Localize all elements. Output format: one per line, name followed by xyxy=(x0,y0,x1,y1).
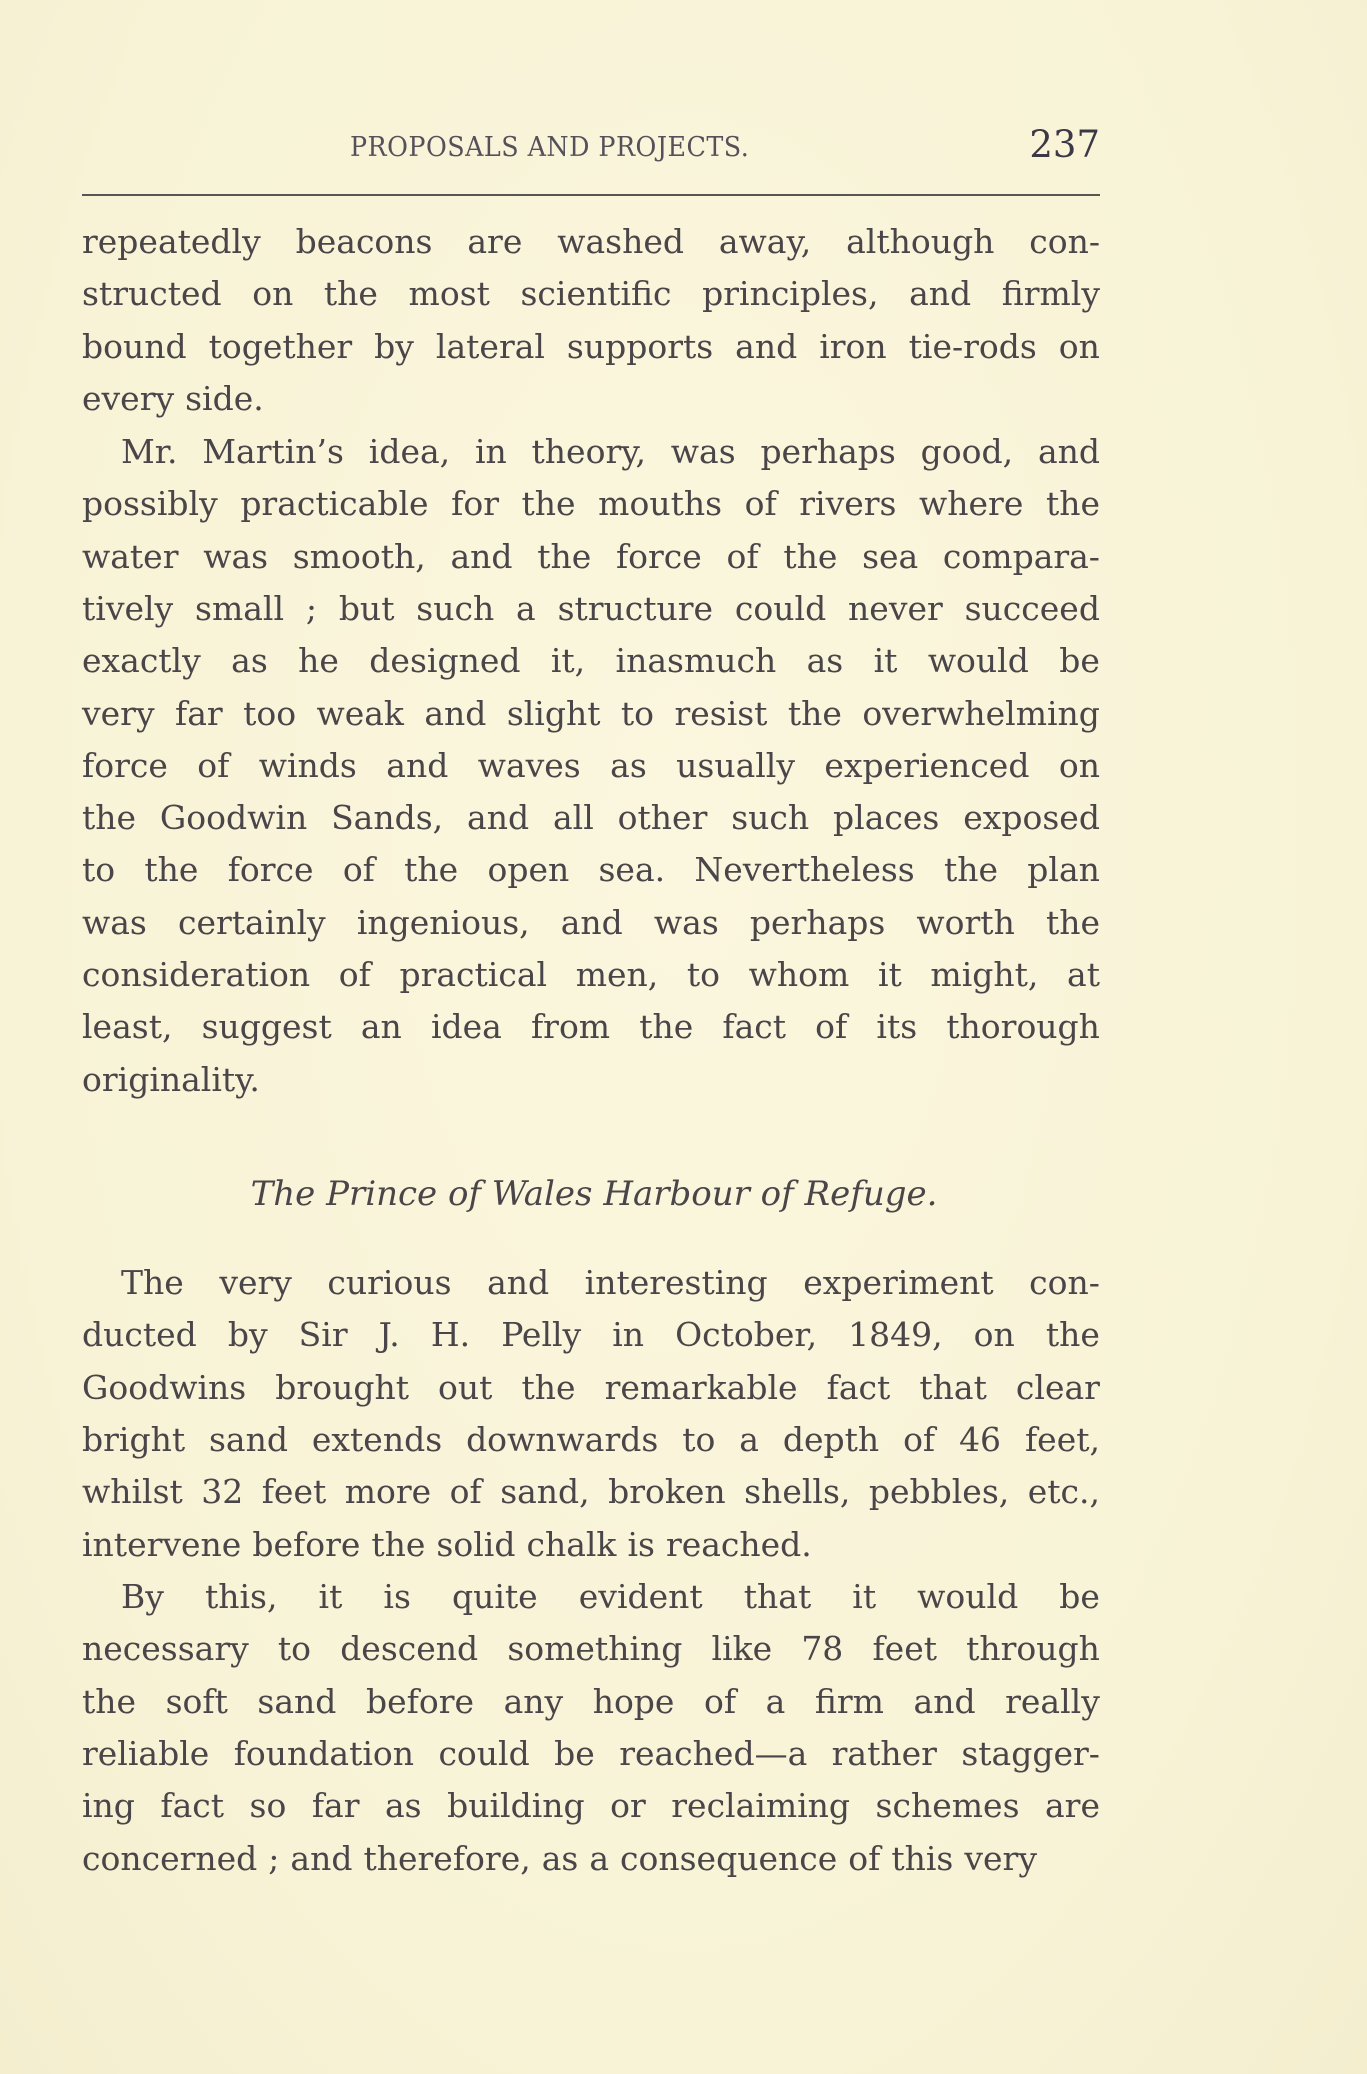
word: curious xyxy=(327,1263,452,1302)
text-line xyxy=(82,746,1100,786)
text-line xyxy=(82,955,1100,995)
word: bright xyxy=(82,1419,186,1459)
word: ; xyxy=(305,588,317,628)
text-line xyxy=(82,1007,1100,1047)
word: and xyxy=(487,1263,550,1302)
word: far xyxy=(175,693,223,733)
text-line xyxy=(82,1525,1100,1565)
word: Sands, xyxy=(331,798,444,838)
word: the xyxy=(943,850,999,890)
word: of xyxy=(815,1007,848,1047)
word: before xyxy=(365,1681,475,1721)
word: brought xyxy=(275,1367,409,1407)
word: tively xyxy=(82,588,174,628)
word: never xyxy=(848,588,943,628)
word: to xyxy=(620,693,655,733)
word: the xyxy=(82,798,137,838)
word: supports xyxy=(566,326,714,366)
word: winds xyxy=(258,745,357,785)
word: intervene xyxy=(82,1524,242,1564)
word: be xyxy=(554,1733,595,1773)
word: the xyxy=(323,274,378,314)
word: depth xyxy=(782,1419,880,1459)
word: far xyxy=(311,1786,360,1826)
text-line xyxy=(121,1263,1100,1303)
text-line xyxy=(82,798,1100,838)
word: to xyxy=(82,850,116,890)
word: was xyxy=(670,432,736,471)
word: con- xyxy=(1029,1263,1100,1302)
word: sand, xyxy=(500,1472,590,1512)
word: is xyxy=(627,1524,655,1564)
word: theory, xyxy=(531,432,646,471)
word: principles, xyxy=(702,274,879,314)
word: side. xyxy=(185,378,264,418)
word: necessary xyxy=(82,1629,249,1669)
text-line xyxy=(82,1682,1100,1722)
word: designed xyxy=(369,641,521,681)
word: beacons xyxy=(295,222,433,261)
word: very xyxy=(964,1838,1037,1878)
word: as xyxy=(806,641,844,681)
word: and xyxy=(1037,432,1100,471)
word: solid xyxy=(436,1524,516,1564)
word: at xyxy=(1067,955,1100,994)
text-line xyxy=(82,222,1100,262)
word: the xyxy=(521,484,576,524)
word: good, xyxy=(920,432,1014,471)
word: on xyxy=(252,274,294,314)
text-line xyxy=(82,850,1100,890)
word: something xyxy=(507,1629,683,1669)
word: are xyxy=(1045,1786,1100,1826)
word: practical xyxy=(399,955,548,994)
word: in xyxy=(474,432,507,471)
word: and xyxy=(913,1681,976,1721)
word: Pelly xyxy=(501,1315,582,1355)
word: as xyxy=(541,1838,579,1878)
word: stagger- xyxy=(961,1733,1100,1773)
word: tie-rods xyxy=(908,326,1037,366)
word: the xyxy=(1045,1315,1100,1355)
word: smooth, xyxy=(292,536,426,576)
word: The xyxy=(121,1263,184,1302)
word: scientific xyxy=(520,274,672,314)
word: the xyxy=(1045,902,1100,942)
word: for xyxy=(451,484,499,524)
word: idea xyxy=(430,1007,502,1047)
word: in xyxy=(612,1315,645,1355)
word: chalk xyxy=(526,1524,617,1564)
word: too xyxy=(243,693,297,733)
word: such xyxy=(416,588,495,628)
word: other xyxy=(617,798,708,838)
word: foundation xyxy=(233,1733,415,1773)
running-head xyxy=(80,123,1100,166)
word: overwhelming xyxy=(862,693,1100,733)
word: building xyxy=(447,1786,585,1826)
word: waves xyxy=(477,745,581,785)
word: 46 xyxy=(959,1419,1002,1459)
word: evident xyxy=(578,1577,703,1616)
word: firmly xyxy=(1001,274,1100,314)
word: away, xyxy=(718,222,812,261)
word: reached—a xyxy=(619,1733,808,1773)
word: concerned xyxy=(82,1838,258,1878)
word: usually xyxy=(676,745,796,785)
word: be xyxy=(1059,641,1100,681)
word: H. xyxy=(430,1315,471,1355)
word: and xyxy=(909,274,972,314)
word: the xyxy=(1045,484,1100,524)
word: the xyxy=(404,850,459,890)
word: worth xyxy=(916,902,1015,942)
word: sea xyxy=(862,536,919,576)
word: etc., xyxy=(1027,1472,1100,1512)
word: any xyxy=(503,1681,564,1721)
word: experienced xyxy=(824,745,1030,785)
word: could xyxy=(734,588,827,628)
word: mouths xyxy=(598,484,723,524)
word: idea, xyxy=(368,432,451,471)
word: although xyxy=(846,222,995,261)
word: like xyxy=(711,1629,773,1669)
word: extends xyxy=(311,1419,443,1459)
word: bound xyxy=(82,326,187,366)
text-line xyxy=(82,1629,1100,1669)
text-line xyxy=(82,589,1100,629)
word: could xyxy=(438,1733,530,1773)
text-line xyxy=(82,484,1100,524)
word: was xyxy=(82,902,147,942)
text-line xyxy=(82,327,1100,367)
word: originality. xyxy=(82,1059,260,1099)
text-line xyxy=(82,1368,1100,1408)
word: soft xyxy=(165,1681,228,1721)
word: on xyxy=(973,1315,1015,1355)
word: reached. xyxy=(665,1524,812,1564)
text-line xyxy=(82,1786,1100,1826)
word: the xyxy=(521,1367,576,1407)
text-line xyxy=(82,903,1100,943)
word: plan xyxy=(1027,850,1100,890)
word: the xyxy=(783,536,838,576)
word: of xyxy=(338,955,371,994)
word: and xyxy=(290,1838,353,1878)
word: weak xyxy=(316,693,404,733)
word: together xyxy=(208,326,353,366)
word: reclaiming xyxy=(671,1786,851,1826)
word: fact xyxy=(826,1367,891,1407)
word: from xyxy=(530,1007,611,1047)
word: therefore, xyxy=(363,1838,531,1878)
word: the xyxy=(639,1007,694,1047)
word: by xyxy=(227,1315,268,1355)
word: lateral xyxy=(435,326,545,366)
word: con- xyxy=(1029,222,1100,261)
word: resist xyxy=(674,693,768,733)
word: but xyxy=(338,588,395,628)
text-line xyxy=(121,432,1100,472)
text-line xyxy=(82,1472,1100,1512)
word: most xyxy=(408,274,490,314)
word: and xyxy=(386,745,449,785)
word: of xyxy=(704,1681,737,1721)
text-line xyxy=(121,1577,1100,1617)
word: through xyxy=(966,1629,1100,1669)
word: before xyxy=(252,1524,361,1564)
word: and xyxy=(467,798,530,838)
word: pebbles, xyxy=(868,1472,1010,1512)
word: an xyxy=(360,1007,402,1047)
word: downwards xyxy=(466,1419,659,1459)
word: the xyxy=(82,1681,137,1721)
word: very xyxy=(219,1263,292,1302)
word: Goodwins xyxy=(82,1367,247,1407)
word: on xyxy=(1058,745,1100,785)
word: ingenious, xyxy=(356,902,530,942)
word: iron xyxy=(819,326,887,366)
word: Goodwin xyxy=(159,798,308,838)
word: By xyxy=(121,1577,164,1616)
word: that xyxy=(743,1577,812,1616)
word: structed xyxy=(82,274,222,314)
word: a xyxy=(516,588,536,628)
word: fact xyxy=(160,1786,225,1826)
section-heading: The Prince of Wales Harbour of Refuge. xyxy=(250,1174,938,1214)
word: places xyxy=(833,798,940,838)
text-line xyxy=(82,694,1100,734)
word: the xyxy=(371,1524,426,1564)
word: it, xyxy=(550,641,586,681)
word: where xyxy=(919,484,1024,524)
word: J. xyxy=(378,1315,400,1355)
word: Nevertheless xyxy=(694,850,915,890)
word: firm xyxy=(814,1681,884,1721)
word: might, xyxy=(930,955,1039,994)
word: Sir xyxy=(298,1315,348,1355)
word: feet xyxy=(872,1629,937,1669)
word: was xyxy=(203,536,269,576)
word: be xyxy=(1059,1577,1100,1616)
word: he xyxy=(298,641,339,681)
word: force xyxy=(82,745,168,785)
text-line xyxy=(82,1734,1100,1774)
word: perhaps xyxy=(749,902,886,942)
word: experiment xyxy=(803,1263,994,1302)
text-line xyxy=(82,274,1100,314)
word: to xyxy=(277,1629,312,1669)
word: interesting xyxy=(584,1263,768,1302)
word: broken xyxy=(608,1472,726,1512)
word: this, xyxy=(204,1577,278,1616)
word: rivers xyxy=(799,484,897,524)
word: a xyxy=(739,1419,759,1459)
word: as xyxy=(385,1786,422,1826)
word: 32 xyxy=(201,1472,244,1512)
word: of xyxy=(903,1419,936,1459)
word: is xyxy=(383,1577,411,1616)
word: certainly xyxy=(177,902,326,942)
word: by xyxy=(374,326,414,366)
word: that xyxy=(919,1367,987,1407)
word: force xyxy=(227,850,314,890)
word: sand xyxy=(257,1681,337,1721)
word: of xyxy=(342,850,375,890)
word: ing xyxy=(82,1786,135,1826)
word: 78 xyxy=(801,1629,844,1669)
word: or xyxy=(610,1786,646,1826)
word: would xyxy=(917,1577,1019,1616)
text-line xyxy=(82,379,1100,419)
text-line xyxy=(82,641,1100,681)
word: whilst xyxy=(82,1472,183,1512)
word: on xyxy=(1058,326,1100,366)
word: really xyxy=(1005,1681,1100,1721)
word: very xyxy=(82,693,155,733)
word: sea. xyxy=(598,850,666,890)
word: suggest xyxy=(201,1007,332,1047)
word: of xyxy=(744,484,777,524)
word: sand xyxy=(209,1419,288,1459)
word: it xyxy=(852,1577,877,1616)
text-line xyxy=(82,537,1100,577)
word: of xyxy=(449,1472,482,1512)
word: men, xyxy=(575,955,659,994)
word: Martin’s xyxy=(202,432,344,471)
word: rather xyxy=(831,1733,937,1773)
text-line xyxy=(82,1315,1100,1355)
word: reliable xyxy=(82,1733,210,1773)
word: quite xyxy=(451,1577,538,1616)
word: every xyxy=(82,378,175,418)
word: it xyxy=(877,955,902,994)
word: of xyxy=(197,745,230,785)
word: hope xyxy=(592,1681,675,1721)
word: inasmuch xyxy=(615,641,777,681)
word: a xyxy=(589,1838,610,1878)
word: of xyxy=(726,536,759,576)
word: force xyxy=(615,536,702,576)
word: ; xyxy=(268,1838,280,1878)
word: whom xyxy=(748,955,850,994)
word: small xyxy=(195,588,285,628)
running-title: PROPOSALS AND PROJECTS. xyxy=(350,132,750,163)
word: feet, xyxy=(1024,1419,1100,1459)
word: this xyxy=(891,1838,954,1878)
word: shells, xyxy=(744,1472,851,1512)
word: structure xyxy=(557,588,714,628)
word: the xyxy=(144,850,199,890)
word: Mr. xyxy=(121,432,178,471)
word: descend xyxy=(340,1629,479,1669)
word: succeed xyxy=(964,588,1100,628)
word: was xyxy=(653,902,719,942)
word: so xyxy=(249,1786,287,1826)
word: water xyxy=(82,536,179,576)
text-line xyxy=(82,1839,1100,1879)
word: the xyxy=(537,536,592,576)
word: the xyxy=(787,693,842,733)
word: October, xyxy=(675,1315,818,1355)
word: perhaps xyxy=(760,432,896,471)
word: open xyxy=(487,850,570,890)
word: repeatedly xyxy=(82,222,261,261)
page-number: 237 xyxy=(1029,123,1100,166)
text-line xyxy=(82,1420,1100,1460)
word: its xyxy=(876,1007,918,1047)
word: clear xyxy=(1015,1367,1100,1407)
word: to xyxy=(682,1419,716,1459)
word: such xyxy=(731,798,810,838)
word: all xyxy=(552,798,594,838)
word: feet xyxy=(261,1472,327,1512)
word: practicable xyxy=(240,484,429,524)
word: schemes xyxy=(875,1786,1020,1826)
header-rule xyxy=(82,194,1100,196)
word: and xyxy=(450,536,513,576)
word: of xyxy=(848,1838,881,1878)
word: out xyxy=(438,1367,493,1407)
word: consequence xyxy=(620,1838,838,1878)
text-line xyxy=(82,1060,1100,1100)
word: as xyxy=(231,641,268,681)
word: possibly xyxy=(82,484,218,524)
word: exposed xyxy=(963,798,1100,838)
word: exactly xyxy=(82,641,201,681)
word: ducted xyxy=(82,1315,197,1355)
word: it xyxy=(873,641,898,681)
word: would xyxy=(927,641,1029,681)
word: and xyxy=(560,902,623,942)
word: remarkable xyxy=(604,1367,798,1407)
word: consideration xyxy=(82,955,311,994)
word: washed xyxy=(557,222,684,261)
word: slight xyxy=(506,693,601,733)
word: a xyxy=(765,1681,786,1721)
word: thorough xyxy=(946,1007,1100,1047)
word: fact xyxy=(722,1007,787,1047)
word: and xyxy=(735,326,798,366)
word: and xyxy=(424,693,487,733)
word: 1849, xyxy=(848,1315,943,1355)
word: to xyxy=(686,955,721,994)
word: least, xyxy=(82,1007,173,1047)
word: are xyxy=(467,222,523,261)
word: as xyxy=(610,745,647,785)
word: compara- xyxy=(942,536,1100,576)
word: more xyxy=(344,1472,432,1512)
word: it xyxy=(318,1577,343,1616)
